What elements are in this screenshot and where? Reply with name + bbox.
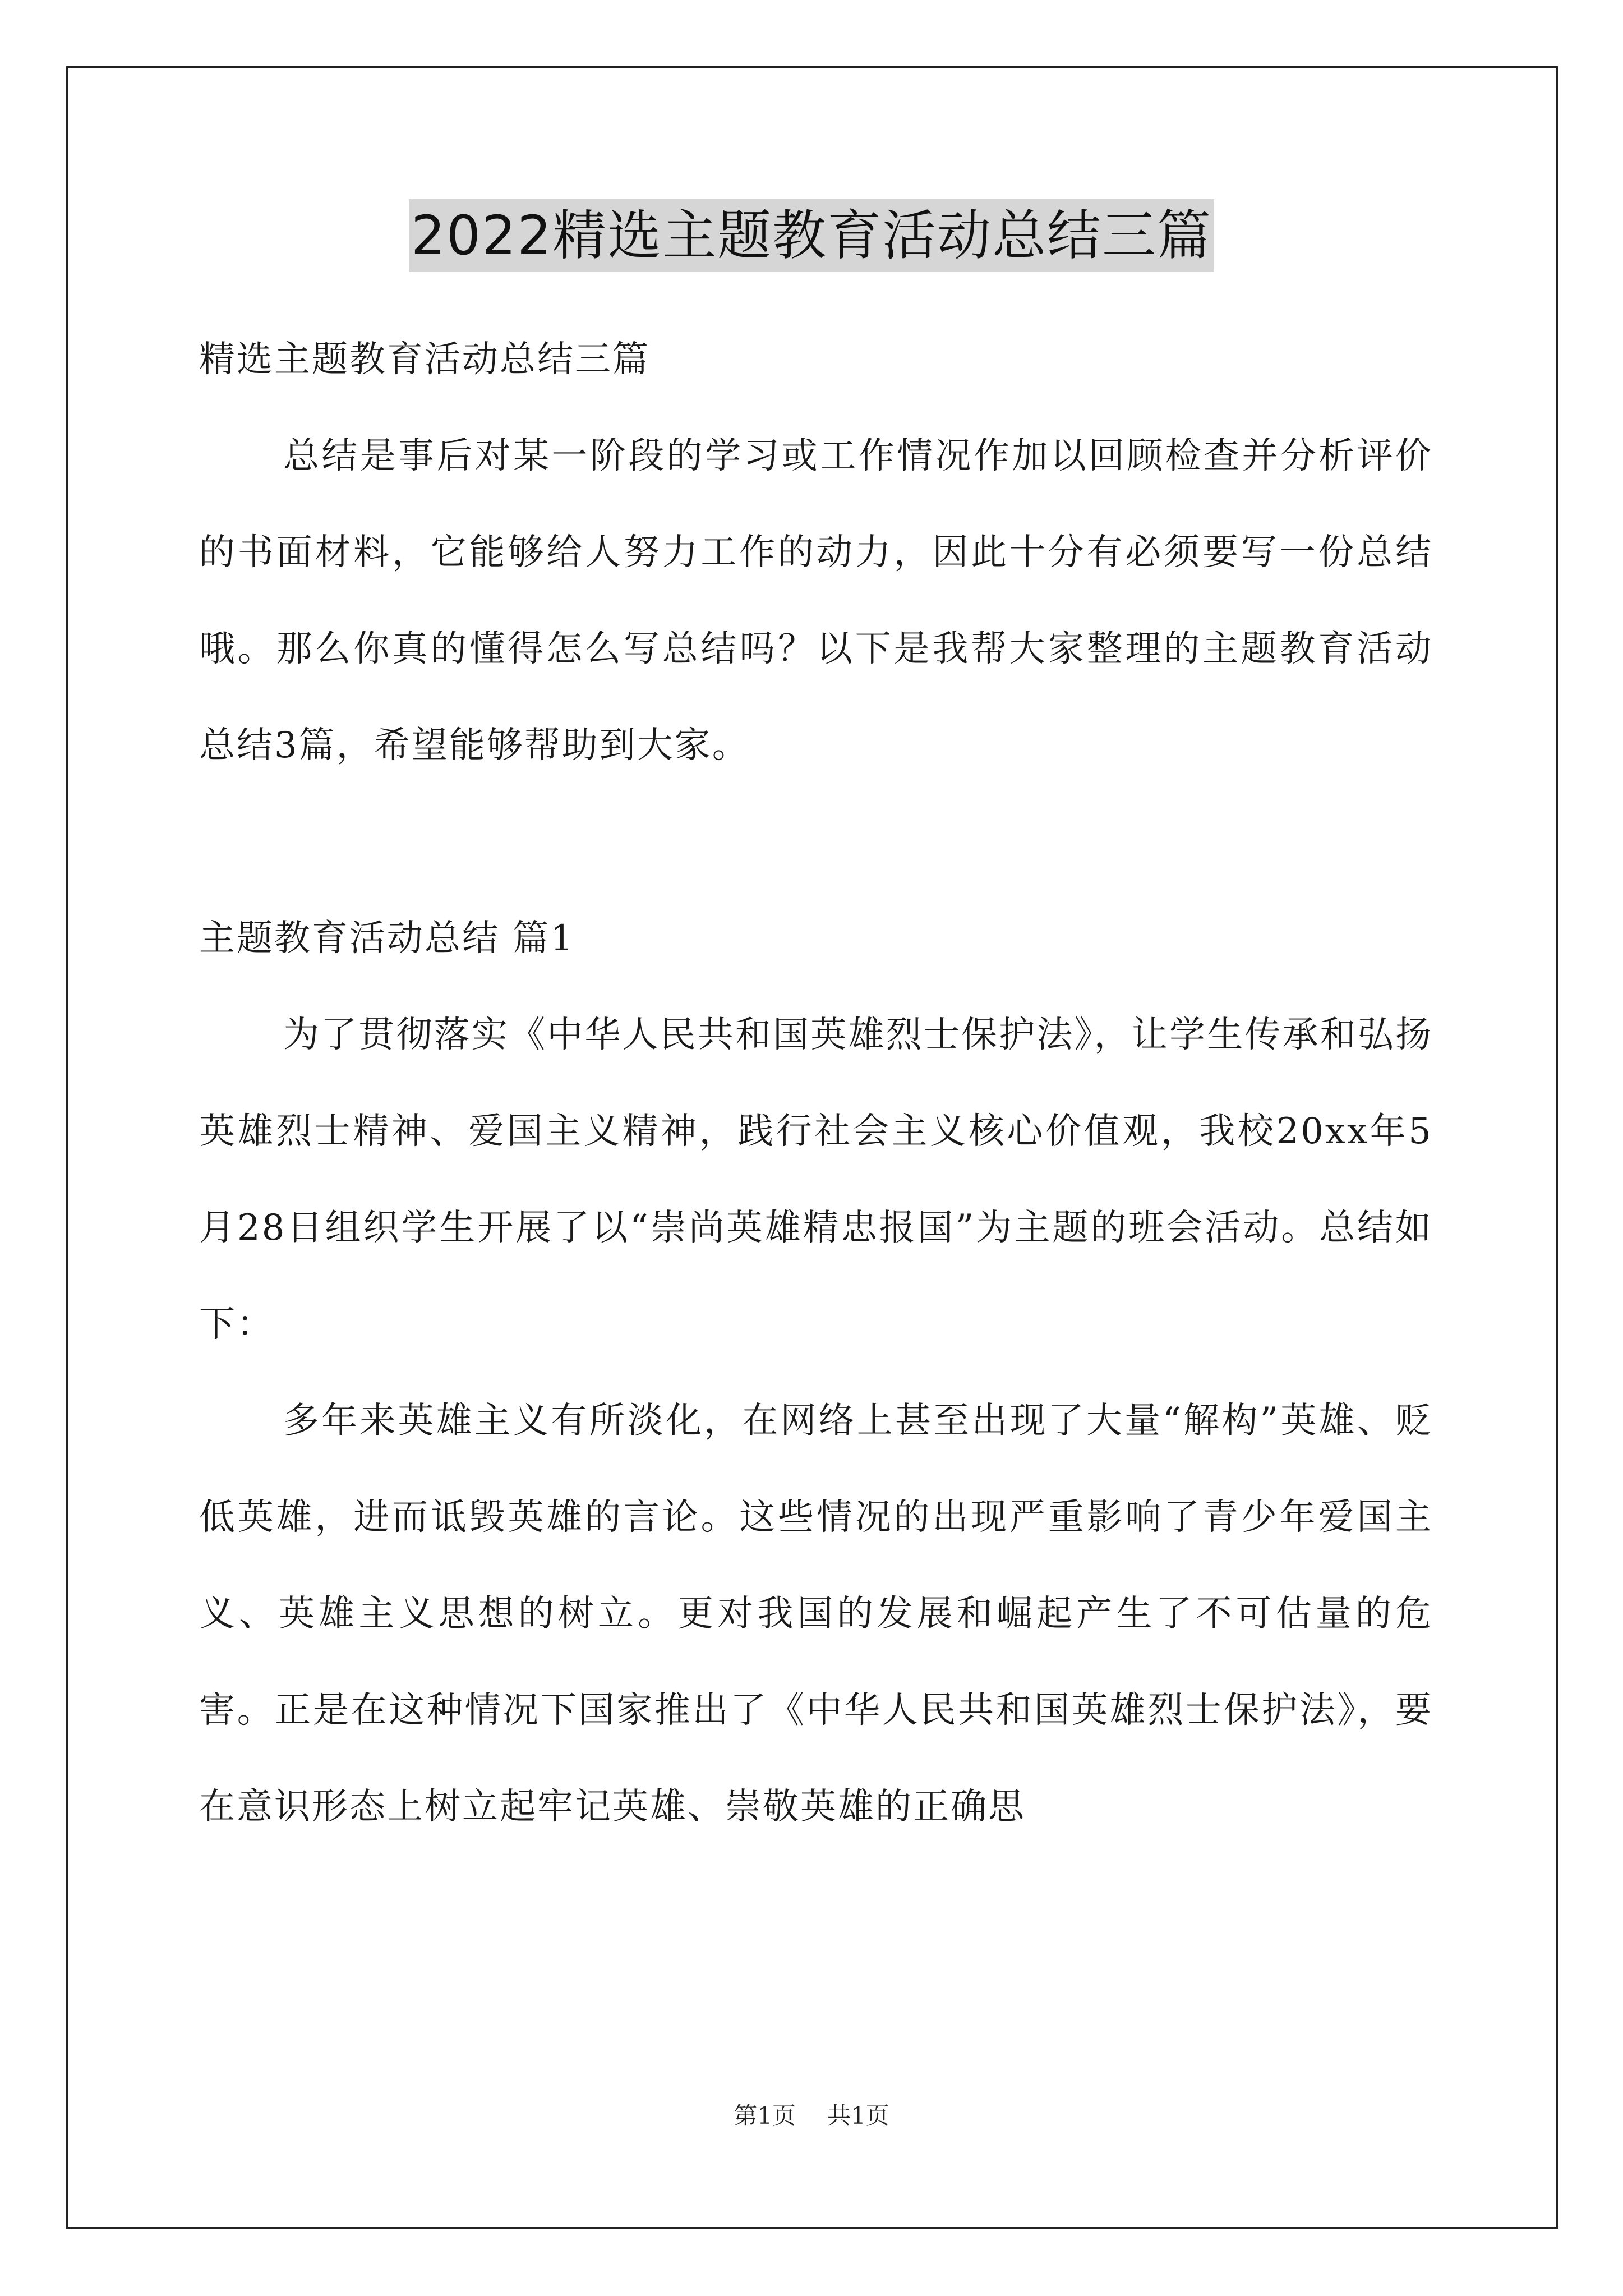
page-total: 共1页 bbox=[827, 2102, 889, 2129]
section-heading: 主题教育活动总结 篇1 bbox=[199, 918, 575, 959]
document-subtitle: 精选主题教育活动总结三篇 bbox=[199, 339, 650, 380]
body-paragraph: 为了贯彻落实《中华人民共和国英雄烈士保护法》，让学生传承和弘扬英雄烈士精神、爱国主义精神，践行社会主义核心价值观，我校20xx年5月28日组织学生开展了以“崇尚英雄精忠报国”为主题的班会活动。总结如下： bbox=[199, 1014, 1433, 1345]
document-title: 2022精选主题教育活动总结三篇 bbox=[409, 199, 1214, 272]
body-paragraph: 多年来英雄主义有所淡化，在网络上甚至出现了大量“解构”英雄、贬低英雄，进而诋毁英雄的言论。这些情况的出现严重影响了青少年爱国主义、英雄主义思想的树立。更对我国的发展和崛起产生了不可估量的危害。正是在这种情况下国家推出了《中华人民共和国英雄烈士保护法》，要在意识形态上树立起牢记英雄、崇敬英雄的正确思 bbox=[199, 1400, 1433, 1828]
page-number: 第1页 bbox=[734, 2102, 796, 2129]
document-body bbox=[199, 311, 1433, 1855]
intro-paragraph: 总结是事后对某一阶段的学习或工作情况作加以回顾检查并分析评价的书面材料，它能够给人努力工作的动力，因此十分有必须要写一份总结哦。那么你真的懂得怎么写总结吗？以下是我帮大家整理的主题教育活动总结3篇，希望能够帮助到大家。 bbox=[199, 435, 1433, 766]
page-footer bbox=[0, 2099, 1623, 2133]
title-container bbox=[0, 199, 1623, 272]
